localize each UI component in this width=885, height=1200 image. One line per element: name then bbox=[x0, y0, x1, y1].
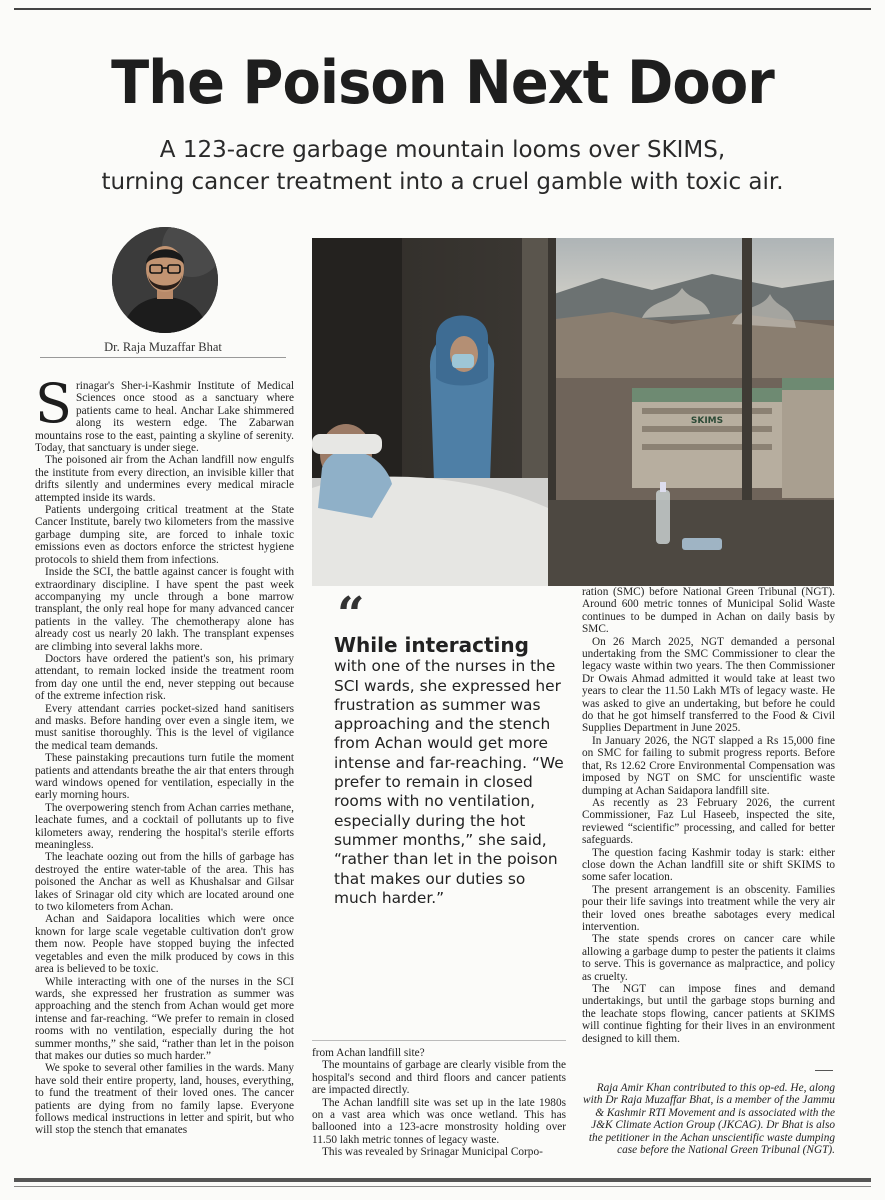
headline: The Poison Next Door bbox=[111, 48, 774, 118]
article-column-3 bbox=[582, 586, 835, 1045]
contributor-note: Raja Amir Khan contributed to this op-ed. He, along with Dr Raja Muzaffar Bhat, is a member of the Jammu & Kashmir RTI Movement and is associated with the J&K Climate Action Group (JKCAG). Dr Bhat is also the petitioner in the Achan unscientific waste dumping case before the National Green Tribunal (NGT). bbox=[583, 1082, 835, 1157]
author-portrait-icon bbox=[112, 227, 218, 333]
paragraph: As recently as 23 February 2026, the current Commissioner, Faz Lul Haseeb, inspected the site, reviewed “scientific” processing, and called for better safeguards. bbox=[582, 796, 835, 847]
paragraph: While interacting with one of the nurses in the SCI wards, she expressed her frustration as summer was approaching and the stench from Achan would get more intense and far-reaching. “We prefer to remain in closed rooms with no ventilation, especially during the hot summer months,” she said, “rather than let in the poison that makes our duties so much harder.” bbox=[35, 975, 294, 1062]
deck bbox=[0, 134, 885, 198]
bottom-rule-thin bbox=[14, 1186, 871, 1187]
dropcap: S bbox=[35, 372, 72, 435]
hospital-window-photo-icon bbox=[312, 238, 834, 586]
paragraph: from Achan landfill site? bbox=[312, 1047, 425, 1059]
pull-quote-rule bbox=[312, 1040, 566, 1041]
paragraph: Patients undergoing critical treatment at the State Cancer Institute, barely two kilometers from the massive garbage dumping site, are forced to inhale toxic emissions even as doctors enforce the strictest hygiene protocols to shield them from infections. bbox=[35, 504, 294, 566]
quote-mark-icon: “ bbox=[337, 587, 365, 643]
paragraph: The overpowering stench from Achan carries methane, leachate fumes, and a cocktail of pollutants up to five kilometers away, rendering the hospital's sterile efforts meaningless. bbox=[35, 801, 294, 852]
author-photo bbox=[112, 227, 218, 333]
pull-quote-lead: While interacting bbox=[334, 633, 529, 657]
deck-line-1: A 123-acre garbage mountain looms over SKIMS, bbox=[159, 137, 726, 163]
paragraph: We spoke to several other families in the wards. Many have sold their entire property, land, houses, everything, to fund the treatment of their loved ones. The cancer patients are dying from no family lapse. Everyone follows medical instructions in letter and spirit, but who will stop the stench that emanates bbox=[35, 1062, 294, 1137]
paragraph: The poisoned air from the Achan landfill now engulfs the institute from every direction, an invisible killer that drifts silently and undermines every medical miracle attempted inside its wards. bbox=[35, 454, 294, 504]
paragraph: Doctors have ordered the patient's son, his primary attendant, to remain locked inside the treatment room from day one until the end, never stepping out because of the extreme infection risk. bbox=[35, 652, 294, 703]
feature-photo bbox=[312, 238, 834, 586]
paragraph: Inside the SCI, the battle against cancer is fought with extraordinary discipline. I have spent the past week accompanying my uncle through a bone marrow transplant, the only real hope for many advanced cancer patients in the valley. The chemotherapy alone has already cost us nearly 20 lakh. The transplant expenses are climbing into several lakhs more. bbox=[35, 566, 294, 653]
paragraph: On 26 March 2025, NGT demanded a personal undertaking from the SMC Commissioner to clear the legacy waste within two years. The then Commissioner Dr Owais Ahmad admitted it would take at least two years to clear the 11.50 Lakh MTs of legacy waste. He was asked to give an undertaking, but before he could do that he got himself transferred to the Food & Civil Supplies Department in June 2025. bbox=[582, 635, 835, 735]
paragraph: rinagar's Sher-i-Kashmir Institute of Medical Sciences once stood as a sanctuary where patients came to heal. Anchar Lake shimmered along its western edge. The Zabarwan mountains rose to the east, painting a skyline of serenity. Today, that sanctuary is under siege. bbox=[35, 380, 294, 455]
paragraph: In January 2026, the NGT slapped a Rs 15,000 fine on SMC for failing to submit progress reports. Before that, Rs 12.62 Crore Environmental Compensation was imposed by NGT on SMC for unscientific waste dumping at Achan Saidapora landfill site. bbox=[582, 734, 835, 797]
article-column-1 bbox=[35, 372, 294, 1137]
top-rule bbox=[14, 8, 871, 10]
article-column-2 bbox=[312, 1047, 566, 1159]
credit-rule bbox=[815, 1070, 833, 1071]
bottom-rule bbox=[14, 1178, 871, 1182]
paragraph: The state spends crores on cancer care while allowing a garbage dump to pester the patients it claims to serve. This is governance as malpractice, and policy as cruelty. bbox=[582, 933, 835, 983]
pull-quote-text: with one of the nurses in the SCI wards, she expressed her frustration as summer was approaching and the stench from Achan would get more intense and far-reaching. “We prefer to remain in closed rooms with no ventilation, especially during the hot summer months,” she said, “rather than let in the poison that makes our duties so much harder.” bbox=[334, 657, 564, 907]
paragraph: The leachate oozing out from the hills of garbage has destroyed the entire water-table of the area. This has poisoned the Anchar as well as Khushalsar and Gilsar lakes of Srinagar old city which are located around one to two kilometers from Achan. bbox=[35, 851, 294, 914]
paragraph: ration (SMC) before National Green Tribunal (NGT). Around 600 metric tonnes of Municipal Solid Waste continues to be dumped in Achan on daily basis by SMC. bbox=[582, 586, 835, 636]
paragraph: These painstaking precautions turn futile the moment patients and attendants breathe the air that enters through ward windows opened for ventilation, especially in the early morning hours. bbox=[35, 752, 294, 802]
paragraph: The Achan landfill site was set up in the late 1980s on a vast area which was once wetland. This has ballooned into a 123-acre monstrosity holding over 11.50 lakh metric tonnes of legacy waste. bbox=[312, 1096, 566, 1146]
paragraph: Achan and Saidapora localities which were once known for large scale vegetable cultivation don't grow them now. People have stopped buying the infected vegetables and even the milk produced by cows in this area is believed to be toxic. bbox=[35, 913, 294, 976]
paragraph: The question facing Kashmir today is stark: either close down the Achan landfill site or shift SKIMS to some safer location. bbox=[582, 846, 835, 884]
paragraph: Every attendant carries pocket-sized hand sanitisers and masks. Before handing over even a single item, we must sanitise thoroughly. This is the level of vigilance the medical team demands. bbox=[35, 702, 294, 752]
paragraph: The mountains of garbage are clearly visible from the hospital's second and third floors and cancer patients are impacted directly. bbox=[312, 1059, 566, 1097]
deck-line-2: turning cancer treatment into a cruel gamble with toxic air. bbox=[101, 169, 784, 195]
skims-sign: SKIMS bbox=[690, 416, 724, 426]
author-rule bbox=[40, 357, 286, 358]
author-name: Dr. Raja Muzaffar Bhat bbox=[104, 340, 222, 354]
pull-quote bbox=[334, 633, 566, 908]
paragraph: This was revealed by Srinagar Municipal Corpo- bbox=[322, 1146, 543, 1159]
paragraph: The present arrangement is an obscenity. Families pour their life savings into treatment while the very air their loved ones breathe sabotages every medical intervention. bbox=[582, 883, 835, 933]
paragraph: The NGT can impose fines and demand undertakings, but until the garbage stops burning and the leachate stops flowing, cancer patients at SKIMS will continue fighting for their lives in an environment designed to kill them. bbox=[582, 983, 835, 1045]
